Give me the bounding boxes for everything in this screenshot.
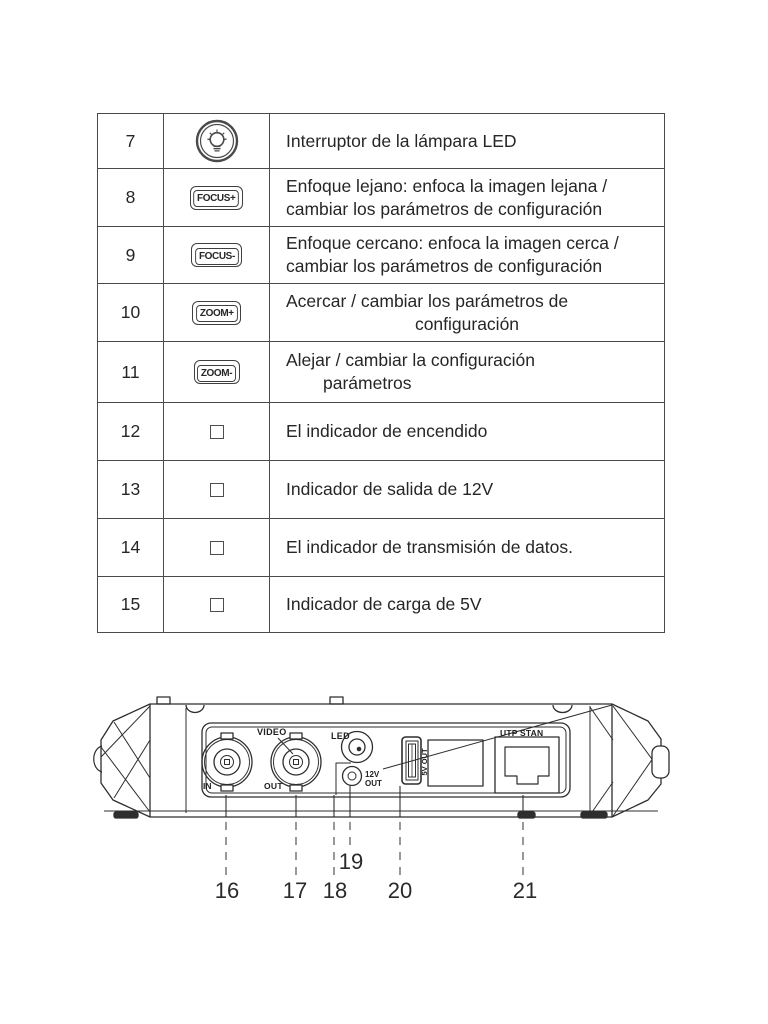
table-row [98,114,664,168]
focus-minus-button-icon: FOCUS- [191,243,242,267]
12v-label: 12V [365,770,380,779]
foot [518,812,535,818]
row-number: 13 [98,461,164,518]
led-lamp-icon [195,119,239,163]
callout-17: 17 [282,878,308,903]
table-row [98,283,664,341]
rj45-port [495,737,559,793]
callout-16: 16 [214,878,240,903]
row-description: Indicador de carga de 5V [286,594,482,614]
row-description: Enfoque lejano: enfoca la imagen lejana / [286,175,608,196]
callout-21: 21 [512,878,538,903]
row-description: El indicador de encendido [286,421,488,441]
spec-table [97,113,665,633]
table-row [98,226,664,283]
indicator-square-icon [210,425,224,439]
usb-port [402,737,421,784]
callout-18: 18 [322,878,348,903]
led-label: LED [331,731,350,741]
row-description: Interruptor de la lámpara LED [286,130,517,151]
top-bump [553,705,572,713]
indicator-square-icon [210,541,224,555]
row-number: 7 [98,114,164,168]
zoom-plus-button-icon: ZOOM+ [192,301,241,325]
callout-19: 19 [338,849,364,874]
table-row [98,518,664,576]
foot [581,812,607,818]
focus-plus-button-icon: FOCUS+ [190,186,243,210]
table-row [98,402,664,460]
row-description: Acercar / cambiar los parámetros de [286,290,569,311]
row-description: cambiar los parámetros de configuración [286,198,603,219]
indicator-square-icon [210,483,224,497]
callout-dashed-lines [226,822,523,876]
top-bump [186,705,204,713]
row-number: 8 [98,169,164,226]
table-row [98,460,664,518]
row-description: parámetros [323,373,412,393]
blank-slot [428,740,483,786]
row-number: 14 [98,519,164,576]
bnc-in-label: IN [203,781,212,791]
table-row [98,341,664,402]
row-number: 12 [98,403,164,460]
row-description: Indicador de salida de 12V [286,479,494,499]
bnc-out-label: OUT [264,781,283,791]
table-row [98,576,664,632]
power-out-jack [343,767,362,786]
row-description: El indicador de transmisión de datos. [286,537,573,557]
table-row [98,168,664,226]
row-description: Enfoque cercano: enfoca la imagen cerca / [286,233,619,253]
12v-out-label: OUT [365,779,382,788]
row-number: 11 [98,342,164,402]
video-label: VIDEO [257,727,287,737]
right-bumper [590,704,669,817]
row-number: 9 [98,227,164,283]
device-panel-diagram [85,690,685,915]
utp-label: UTP STAN [500,728,544,738]
side-button [652,746,669,778]
row-number: 15 [98,577,164,632]
left-bumper [94,704,186,817]
row-number: 10 [98,284,164,341]
row-description: configuración [414,313,520,334]
indicator-square-icon [210,598,224,612]
zoom-minus-button-icon: ZOOM- [194,360,240,384]
foot [114,812,138,818]
top-tab [330,697,343,704]
top-tab [157,697,170,704]
device-body-outline [101,704,661,817]
row-description: Alejar / cambiar la configuración [286,350,536,370]
row-description: cambiar los parámetros de configuración [286,256,603,276]
callout-20: 20 [387,878,413,903]
5v-out-label: 5V OUT [420,748,429,776]
